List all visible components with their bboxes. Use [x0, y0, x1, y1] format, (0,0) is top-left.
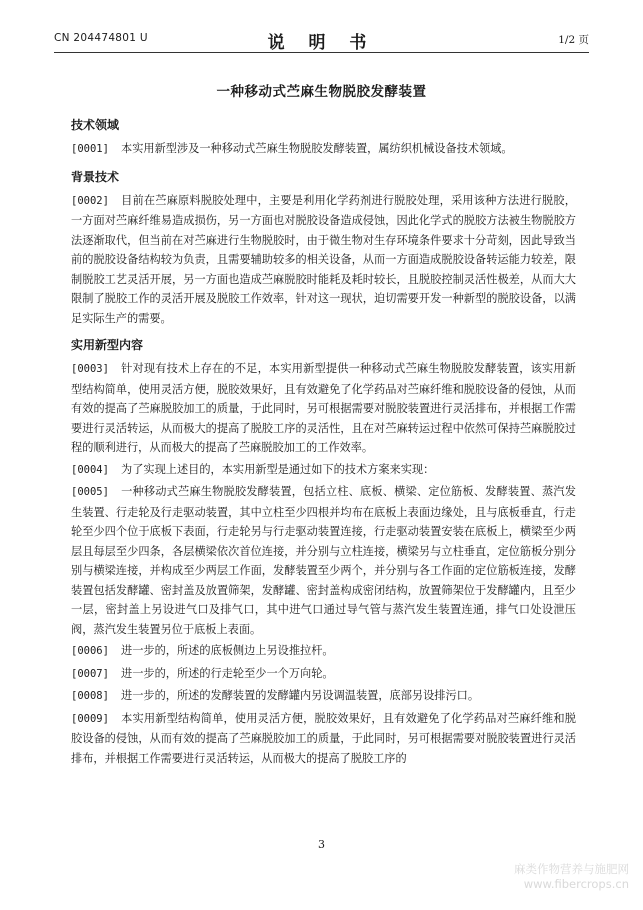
document-body — [71, 116, 576, 770]
watermark-site-name: 麻类作物营养与施肥网 — [514, 862, 629, 876]
paragraph-number: [0006] — [71, 645, 109, 657]
paragraph — [71, 709, 576, 769]
paragraph — [71, 191, 576, 329]
document-type-title: 说 明 书 — [267, 33, 376, 53]
section-heading: 背景技术 — [71, 169, 120, 184]
paragraph — [71, 664, 576, 685]
page-indicator: 1/2 页 — [558, 34, 589, 46]
paragraph-text: 进一步的，所述的底板侧边上另设推拉杆。 — [121, 644, 334, 657]
page-number: 3 — [318, 838, 325, 851]
paragraph — [71, 686, 576, 707]
watermark — [514, 862, 629, 892]
paragraph-text: 本实用新型结构简单，使用灵活方便，脱胶效果好，且有效避免了化学药品对苎麻纤维和脱胶设备的侵蚀，从而有效的提高了苎麻脱胶加工的质量，于此同时，另可根据需要对脱胶装置进行灵活排布，并根据工作需要进行灵活转运，从而极大的提高了脱胶工序的 — [71, 711, 576, 765]
watermark-url: www.fibercrops.cn — [523, 877, 629, 891]
paragraph-text: 为了实现上述目的，本实用新型是通过如下的技术方案来实现： — [121, 462, 435, 476]
patent-title: 一种移动式苎麻生物脱胶发酵装置 — [216, 84, 427, 100]
paragraph — [71, 482, 576, 639]
paragraph-text: 进一步的，所述的行走轮至少一个万向轮。 — [121, 666, 334, 680]
paragraph-text: 进一步的，所述的发酵装置的发酵罐内另设调温装置，底部另设排污口。 — [121, 689, 480, 702]
paragraph-number: [0002] — [71, 194, 109, 207]
paragraph — [71, 359, 576, 458]
paragraph-text: 针对现有技术上存在的不足，本实用新型提供一种移动式苎麻生物脱胶发酵装置，该实用新型结构简单，使用灵活方便，脱胶效果好，且有效避免了化学药品对苎麻纤维和脱胶设备的侵蚀，从而有效的提高了苎麻脱胶加工的质量，于此同时，另可根据需要对脱胶装置进行灵活排布，并根据工作需要进行灵活转运，从而极大的提高了脱胶工序的灵活性，且在对苎麻转运过程中依然可保持苎麻脱胶过程的顺利进行，从而极大的提高了苎麻脱胶加工的工作效率。 — [71, 362, 576, 454]
paragraph-text: 目前在苎麻原料脱胶处理中，主要是利用化学药剂进行脱胶处理，采用该种方法进行脱胶，一方面对苎麻纤维易造成损伤，另一方面也对脱胶设备造成侵蚀，因此化学式的脱胶方法被生物脱胶方法逐渐取代，但当前在对苎麻进行生物脱胶时，由于微生物对生存环境条件要求十分苛刻，因此导致当前的脱胶设备结构较为负责，且需要辅助较多的相关设备，从而一方面造成脱胶设备转运能力较差，限制脱胶工艺灵活开展，另一方面也造成苎麻脱胶时能耗及耗时较长，且脱胶控制灵活性极差，从而大大限制了脱胶工作的灵活开展及脱胶工作效率，针对这一现状，迫切需要开发一种新型的脱胶设备，以满足实际生产的需要。 — [71, 193, 576, 325]
patent-number: CN 204474801 U — [54, 32, 148, 44]
section-heading: 实用新型内容 — [71, 338, 144, 352]
paragraph — [71, 460, 576, 481]
paragraph-text: 本实用新型涉及一种移动式苎麻生物脱胶发酵装置，属纺织机械设备技术领域。 — [121, 142, 513, 155]
paragraph-number: [0001] — [71, 143, 109, 155]
paragraph-number: [0004] — [71, 463, 109, 476]
paragraph-number: [0003] — [71, 363, 109, 375]
header-rule — [54, 52, 589, 53]
paragraph-number: [0007] — [71, 667, 109, 680]
page-header — [54, 28, 589, 53]
paragraph-number: [0005] — [71, 486, 109, 498]
section-heading: 技术领域 — [71, 118, 120, 132]
paragraph-text: 一种移动式苎麻生物脱胶发酵装置，包括立柱、底板、横梁、定位筋板、发酵装置、蒸汽发生装置、行走轮及行走驱动装置，其中立柱至少四根并均布在底板上表面边缘处，且与底板垂直，行走轮至少四个位于底板下表面，行走轮另与行走驱动装置连接，行走驱动装置安装在底板上，横梁至少两层且每层至少四条，各层横梁依次首位连接，并分别与立柱连接，横梁另与立柱垂直，定位筋板分别分别与横梁连接，并构成至少两层工作面，发酵装置至少两个，并分别与各工作面的定位筋板连接，发酵装置包括发酵罐、密封盖及放置筛架，发酵罐、密封盖构成密闭结构，放置筛架位于发酵罐内，且至少一层，密封盖上另设进气口及排气口，其中进气口通过导气管与蒸汽发生装置连通，排气口处设泄压阀，蒸汽发生装置另位于底板上表面。 — [71, 485, 576, 636]
paragraph-number: [0009] — [71, 712, 109, 725]
paragraph-number: [0008] — [71, 690, 109, 702]
paragraph — [71, 641, 576, 662]
paragraph — [71, 139, 576, 160]
